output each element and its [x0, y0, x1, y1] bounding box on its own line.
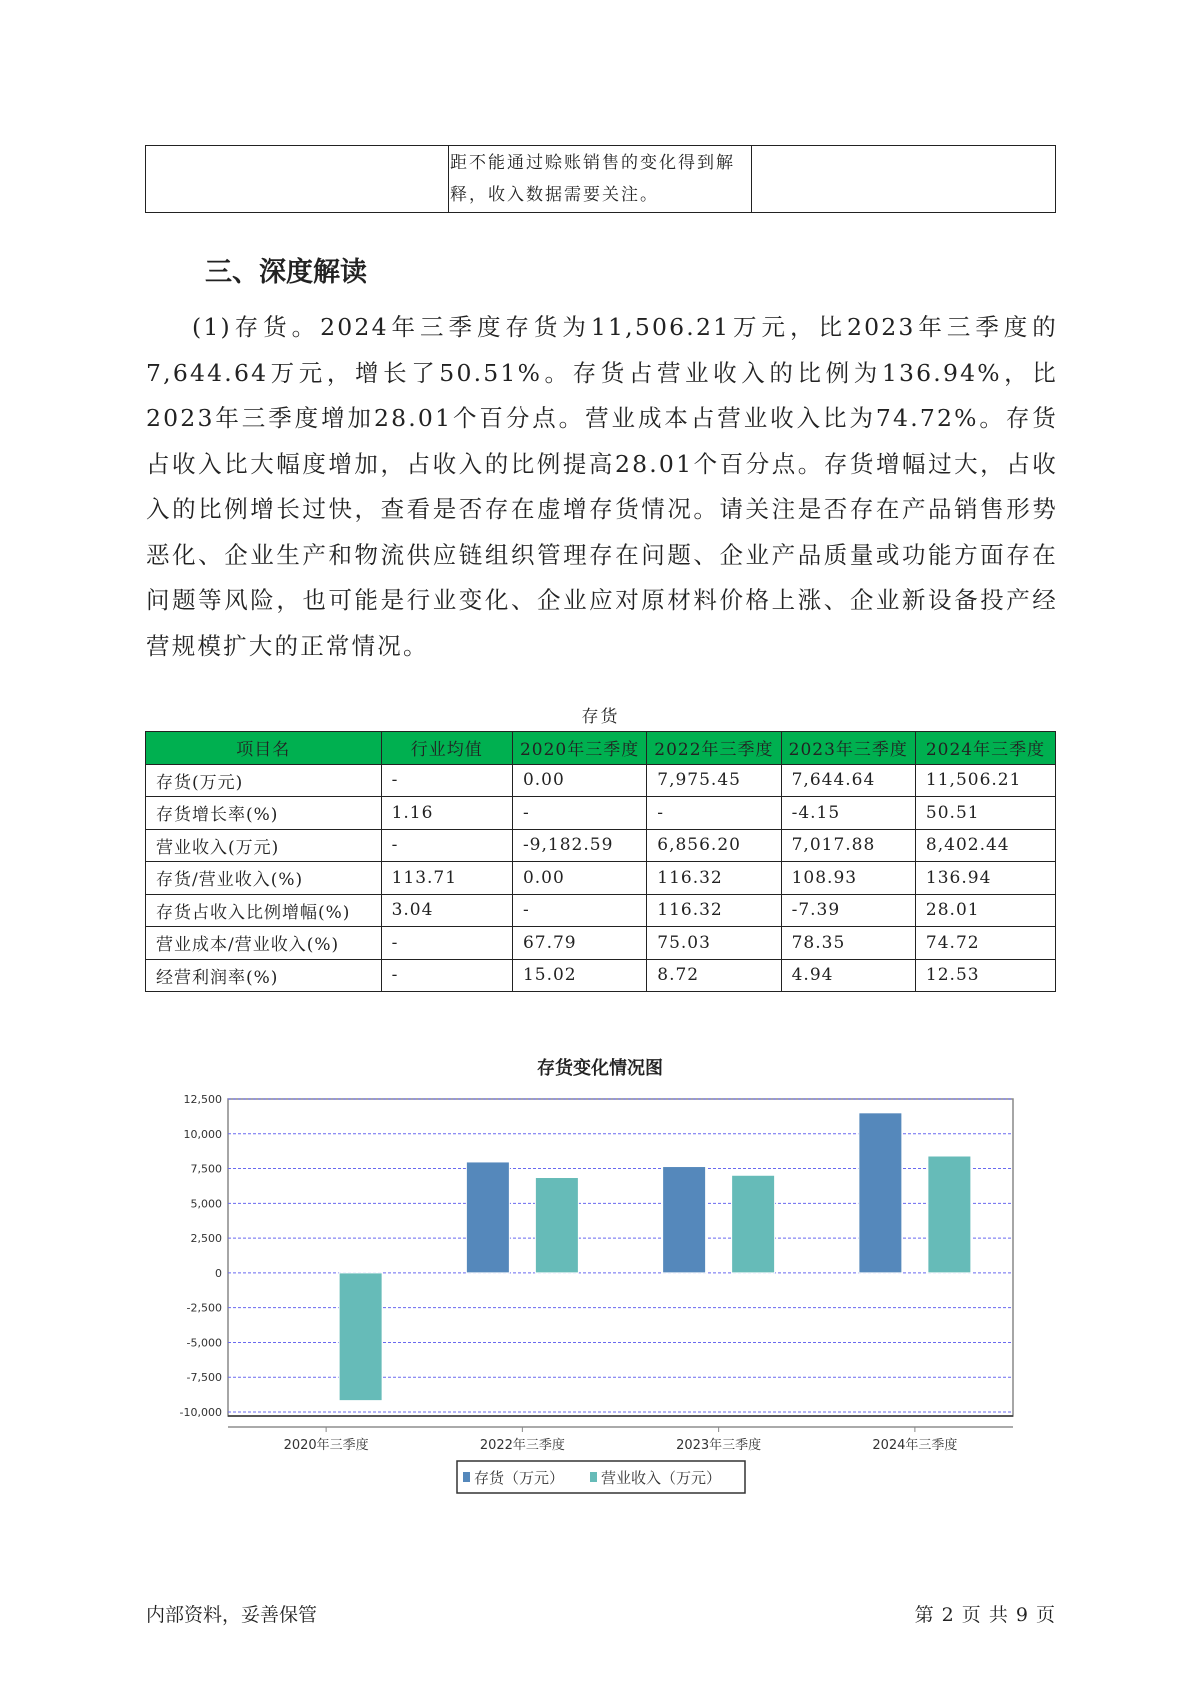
table-cell: -4.15 [781, 797, 915, 830]
table-cell: 136.94 [915, 862, 1055, 895]
y-tick-label: -2,500 [186, 1301, 222, 1315]
legend-swatch [463, 1472, 470, 1482]
table-cell: 78.35 [781, 927, 915, 960]
table-cell: 11,506.21 [915, 764, 1055, 797]
table-cell: - [381, 829, 512, 862]
legend-label: 存货（万元） [474, 1469, 565, 1487]
table-cell: - [381, 927, 512, 960]
table-cell: - [381, 764, 512, 797]
table-cell [752, 146, 1056, 213]
table-cell: 营业收入(万元) [146, 829, 382, 862]
table-cell: 7,975.45 [647, 764, 781, 797]
y-tick-label: -7,500 [186, 1371, 222, 1385]
table-cell: 存货增长率(%) [146, 797, 382, 830]
section-heading: 三、深度解读 [205, 257, 367, 288]
continued-table [145, 145, 1056, 213]
table-row [146, 764, 1056, 797]
table-cell: 营业成本/营业收入(%) [146, 927, 382, 960]
table-cell: -7.39 [781, 894, 915, 927]
table-cell: 15.02 [512, 959, 646, 992]
bar-revenue [535, 1178, 578, 1273]
y-tick-label: 2,500 [190, 1232, 222, 1246]
column-header: 行业均值 [381, 732, 512, 765]
column-header: 项目名 [146, 732, 382, 765]
chart-title: 存货变化情况图 [537, 1058, 663, 1079]
table-cell: 3.04 [381, 894, 512, 927]
table-cell: 28.01 [915, 894, 1055, 927]
table-caption: 存货 [581, 707, 620, 727]
table-cell: 108.93 [781, 862, 915, 895]
bar-inventory [663, 1167, 706, 1273]
table-cell: 存货/营业收入(%) [146, 862, 382, 895]
y-tick-label: 5,000 [190, 1197, 222, 1211]
table-cell: 经营利润率(%) [146, 959, 382, 992]
table-row [146, 959, 1056, 992]
table-cell: 113.71 [381, 862, 512, 895]
table-cell: 0.00 [512, 862, 646, 895]
table-cell: 0.00 [512, 764, 646, 797]
table-cell: - [512, 894, 646, 927]
y-tick-label: 12,500 [183, 1093, 222, 1106]
y-tick-label: 10,000 [183, 1127, 222, 1141]
table-cell: 距不能通过赊账销售的变化得到解释，收入数据需要关注。 [449, 146, 752, 213]
x-tick-label: 2020年三季度 [283, 1438, 369, 1453]
table-cell: 75.03 [647, 927, 781, 960]
bar-inventory [859, 1113, 902, 1273]
table-cell: 7,017.88 [781, 829, 915, 862]
table-cell: 7,644.64 [781, 764, 915, 797]
bar-revenue [928, 1156, 971, 1273]
table-row [146, 797, 1056, 830]
table-cell: - [381, 959, 512, 992]
table-cell: 6,856.20 [647, 829, 781, 862]
body-paragraph: (1)存货。2024年三季度存货为11,506.21万元，比2023年三季度的7,644.64万元，增长了50.51%。存货占营业收入的比例为136.94%，比2023年三季度增加28.01个百分点。营业成本占营业收入比为74.72%。存货占收入比大幅度增加，占收入的比例提高28.01个百分点。存货增幅过大，占收入的比例增长过快，查看是否存在虚增存货情况。请关注是否存在产品销售形势恶化、企业生产和物流供应链组织管理存在问题、企业产品质量或功能方面存在问题等风险，也可能是行业变化、企业应对原材料价格上涨、企业新设备投产经营规模扩大的正常情况。 [146, 313, 1058, 660]
column-header: 2024年三季度 [915, 732, 1055, 765]
table-cell: 8,402.44 [915, 829, 1055, 862]
inventory-bar-chart [0, 1040, 1191, 1500]
y-tick-label: 7,500 [190, 1162, 222, 1176]
table-cell: 116.32 [647, 894, 781, 927]
legend-label: 营业收入（万元） [601, 1469, 722, 1487]
bar-revenue [732, 1175, 775, 1273]
table-cell: 50.51 [915, 797, 1055, 830]
page-number: 第 2 页 共 9 页 [914, 1604, 1056, 1626]
table-row [146, 927, 1056, 960]
table-cell: 74.72 [915, 927, 1055, 960]
inventory-table [145, 731, 1056, 992]
table-header-row [146, 732, 1056, 765]
table-cell: 4.94 [781, 959, 915, 992]
x-tick-label: 2022年三季度 [479, 1438, 565, 1453]
table-cell: - [512, 797, 646, 830]
table-cell: 8.72 [647, 959, 781, 992]
table-cell: 116.32 [647, 862, 781, 895]
table-row [146, 862, 1056, 895]
column-header: 2022年三季度 [647, 732, 781, 765]
table-cell: 1.16 [381, 797, 512, 830]
table-cell: 67.79 [512, 927, 646, 960]
y-tick-label: -10,000 [179, 1406, 222, 1419]
x-tick-label: 2024年三季度 [872, 1438, 958, 1453]
legend-swatch [590, 1472, 597, 1482]
footer-note: 内部资料，妥善保管 [146, 1604, 318, 1626]
table-row [146, 894, 1056, 927]
table-cell: 存货占收入比例增幅(%) [146, 894, 382, 927]
y-tick-label: -5,000 [186, 1336, 222, 1350]
y-tick-label: 0 [215, 1266, 222, 1280]
table-cell: 12.53 [915, 959, 1055, 992]
table-cell: -9,182.59 [512, 829, 646, 862]
column-header: 2023年三季度 [781, 732, 915, 765]
table-cell: - [647, 797, 781, 830]
table-row [146, 829, 1056, 862]
column-header: 2020年三季度 [512, 732, 646, 765]
table-cell [146, 146, 449, 213]
x-tick-label: 2023年三季度 [676, 1438, 762, 1453]
bar-revenue [339, 1273, 382, 1401]
bar-inventory [466, 1162, 509, 1273]
table-cell: 存货(万元) [146, 764, 382, 797]
